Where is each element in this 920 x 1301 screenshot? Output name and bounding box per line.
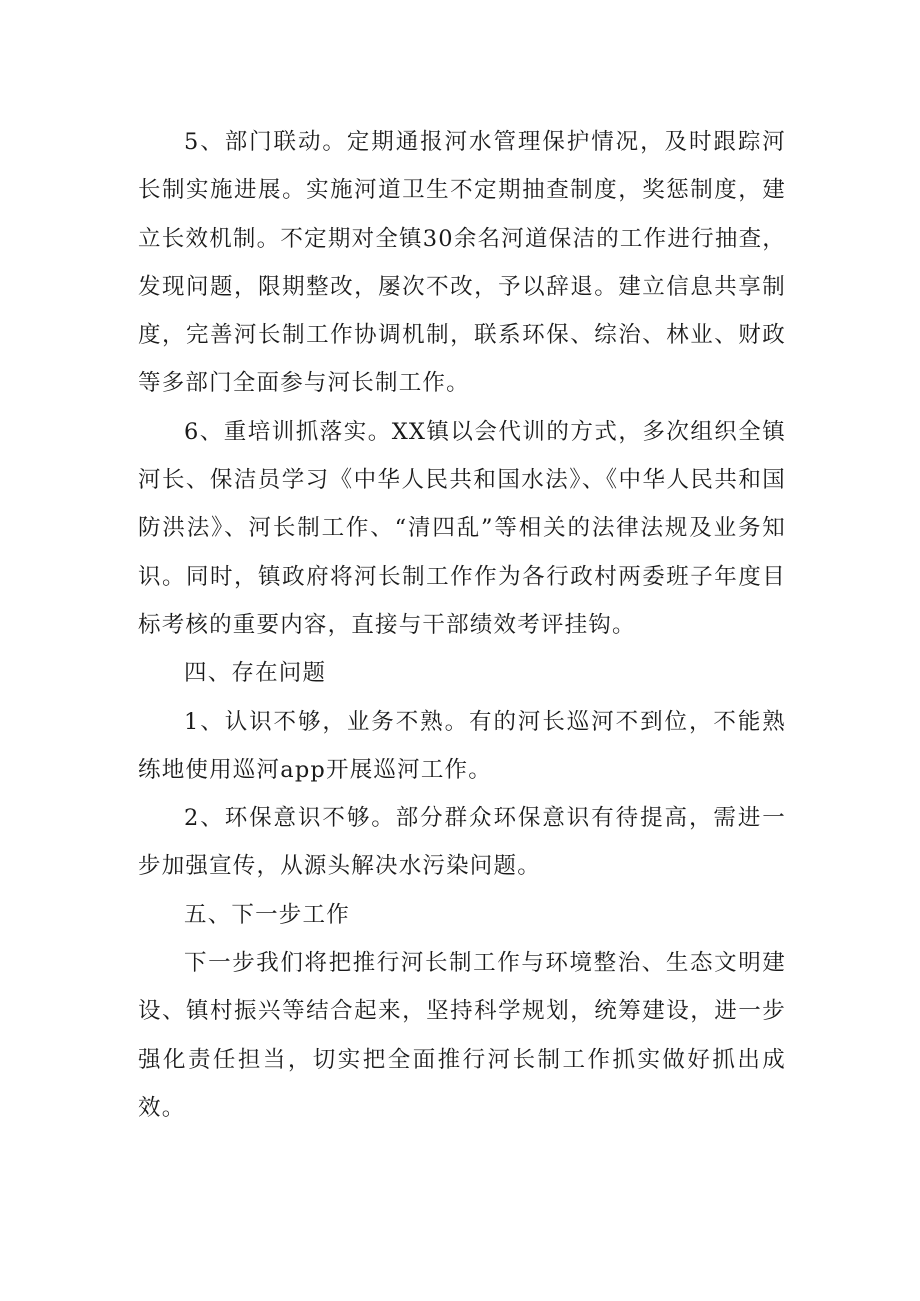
paragraph-item-5-department-linkage: 5、部门联动。定期通报河水管理保护情况，及时跟踪河长制实施进展。实施河道卫生不定期抽查制度，奖惩制度，建立长效机制。不定期对全镇30余名河道保洁的工作进行抽查，发现问题，限期整改，屡次不改，予以辞退。建立信息共享制度，完善河长制工作协调机制，联系环保、综治、林业、财政等多部门全面参与河长制工作。 — [138, 129, 786, 397]
paragraph-item-6-training: 6、重培训抓落实。XX镇以会代训的方式，多次组织全镇河长、保洁员学习《中华人民共和国水法》、《中华人民共和国防洪法》、河长制工作、“清四乱”等相关的法律法规及业务知识。同时，镇政府将河长制工作作为各行政村两委班子年度目标考核的重要内容，直接与干部绩效考评挂钩。 — [138, 418, 786, 638]
section-heading-next-steps: 五、下一步工作 — [184, 901, 350, 928]
paragraph-problem-1: 1、认识不够，业务不熟。有的河长巡河不到位，不能熟练地使用巡河app开展巡河工作。 — [138, 708, 786, 783]
document-body — [138, 118, 786, 1132]
section-heading-existing-problems: 四、存在问题 — [184, 660, 327, 687]
paragraph-next-steps: 下一步我们将把推行河长制工作与环境整治、生态文明建设、镇村振兴等结合起来，坚持科学规划，统筹建设，进一步强化责任担当，切实把全面推行河长制工作抓实做好抓出成效。 — [138, 950, 786, 1121]
paragraph-problem-2: 2、环保意识不够。部分群众环保意识有待提高，需进一步加强宣传，从源头解决水污染问题。 — [138, 805, 786, 880]
